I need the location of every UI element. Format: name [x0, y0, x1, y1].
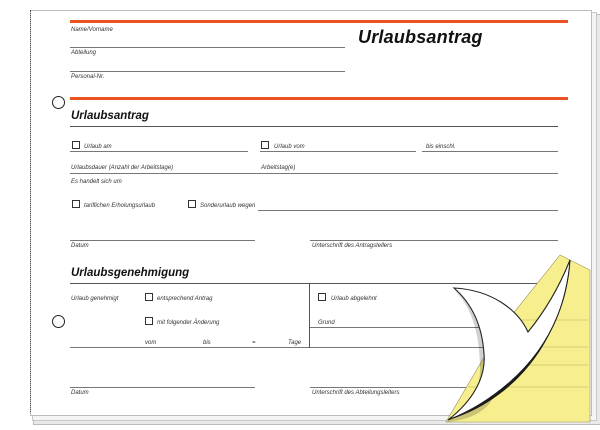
- request-signature-label: Unterschrift des Antragstellers: [312, 243, 393, 249]
- request-date-label: Datum: [71, 243, 89, 249]
- punch-hole-bottom: [52, 315, 65, 328]
- page-curl: [440, 250, 600, 430]
- accent-bar-middle: [70, 97, 568, 100]
- special-leave-label: Sonderurlaub wegen: [200, 203, 256, 209]
- duration-field[interactable]: [70, 173, 558, 174]
- duration-label: Urlaubsdauer (Anzahl der Arbeitstage): [71, 165, 174, 171]
- department-label: Abteilung: [71, 50, 97, 56]
- personnel-no-label: Personal-Nr.: [71, 74, 105, 80]
- form-title: Urlaubsantrag: [358, 27, 483, 47]
- leave-from-checkbox[interactable]: [261, 141, 269, 149]
- with-change-label: mit folgender Änderung: [157, 320, 220, 326]
- rejected-label: Urlaub abgelehnt: [331, 296, 377, 302]
- as-requested-checkbox[interactable]: [145, 293, 153, 301]
- type-label: Es handelt sich um: [71, 179, 122, 185]
- special-leave-field[interactable]: [258, 210, 558, 211]
- until-label: bis einschl.: [426, 144, 456, 150]
- change-equals-label: =: [252, 340, 256, 346]
- tariff-leave-checkbox[interactable]: [72, 200, 80, 208]
- leave-from-label: Urlaub vom: [274, 144, 305, 150]
- workday-label: Arbeitstag(e): [261, 165, 296, 171]
- reason-label: Grund: [318, 320, 335, 326]
- request-date-field[interactable]: [70, 240, 255, 241]
- approval-signature-label: Unterschrift des Abteilungsleiters: [312, 390, 400, 396]
- request-heading: Urlaubsantrag: [71, 110, 149, 122]
- leave-from-field[interactable]: [260, 151, 416, 152]
- leave-on-field[interactable]: [70, 151, 248, 152]
- name-field[interactable]: [70, 47, 345, 48]
- as-requested-label: entsprechend Antrag: [157, 296, 213, 302]
- with-change-checkbox[interactable]: [145, 317, 153, 325]
- leave-on-label: Urlaub am: [84, 144, 112, 150]
- tariff-leave-label: tariflichen Erholungsurlaub: [84, 203, 156, 209]
- approval-divider: [309, 284, 310, 348]
- until-field[interactable]: [422, 151, 558, 152]
- approval-heading: Urlaubsgenehmigung: [71, 267, 190, 279]
- request-heading-rule: [70, 126, 558, 127]
- leave-on-checkbox[interactable]: [72, 141, 80, 149]
- punch-hole-top: [52, 96, 65, 109]
- approval-date-field[interactable]: [70, 387, 255, 388]
- change-to-label: bis: [203, 340, 211, 346]
- change-days-label: Tage: [288, 340, 302, 346]
- accent-bar-top: [70, 20, 568, 23]
- department-field[interactable]: [70, 71, 345, 72]
- rejected-checkbox[interactable]: [318, 293, 326, 301]
- request-signature-field[interactable]: [310, 240, 558, 241]
- name-label: Name/Vorname: [71, 27, 113, 33]
- approval-date-label: Datum: [71, 390, 89, 396]
- change-dates-field[interactable]: [70, 347, 309, 348]
- granted-label: Urlaub genehmigt: [71, 296, 119, 302]
- perforation-line: [30, 10, 31, 412]
- change-from-label: vom: [145, 340, 157, 346]
- special-leave-checkbox[interactable]: [188, 200, 196, 208]
